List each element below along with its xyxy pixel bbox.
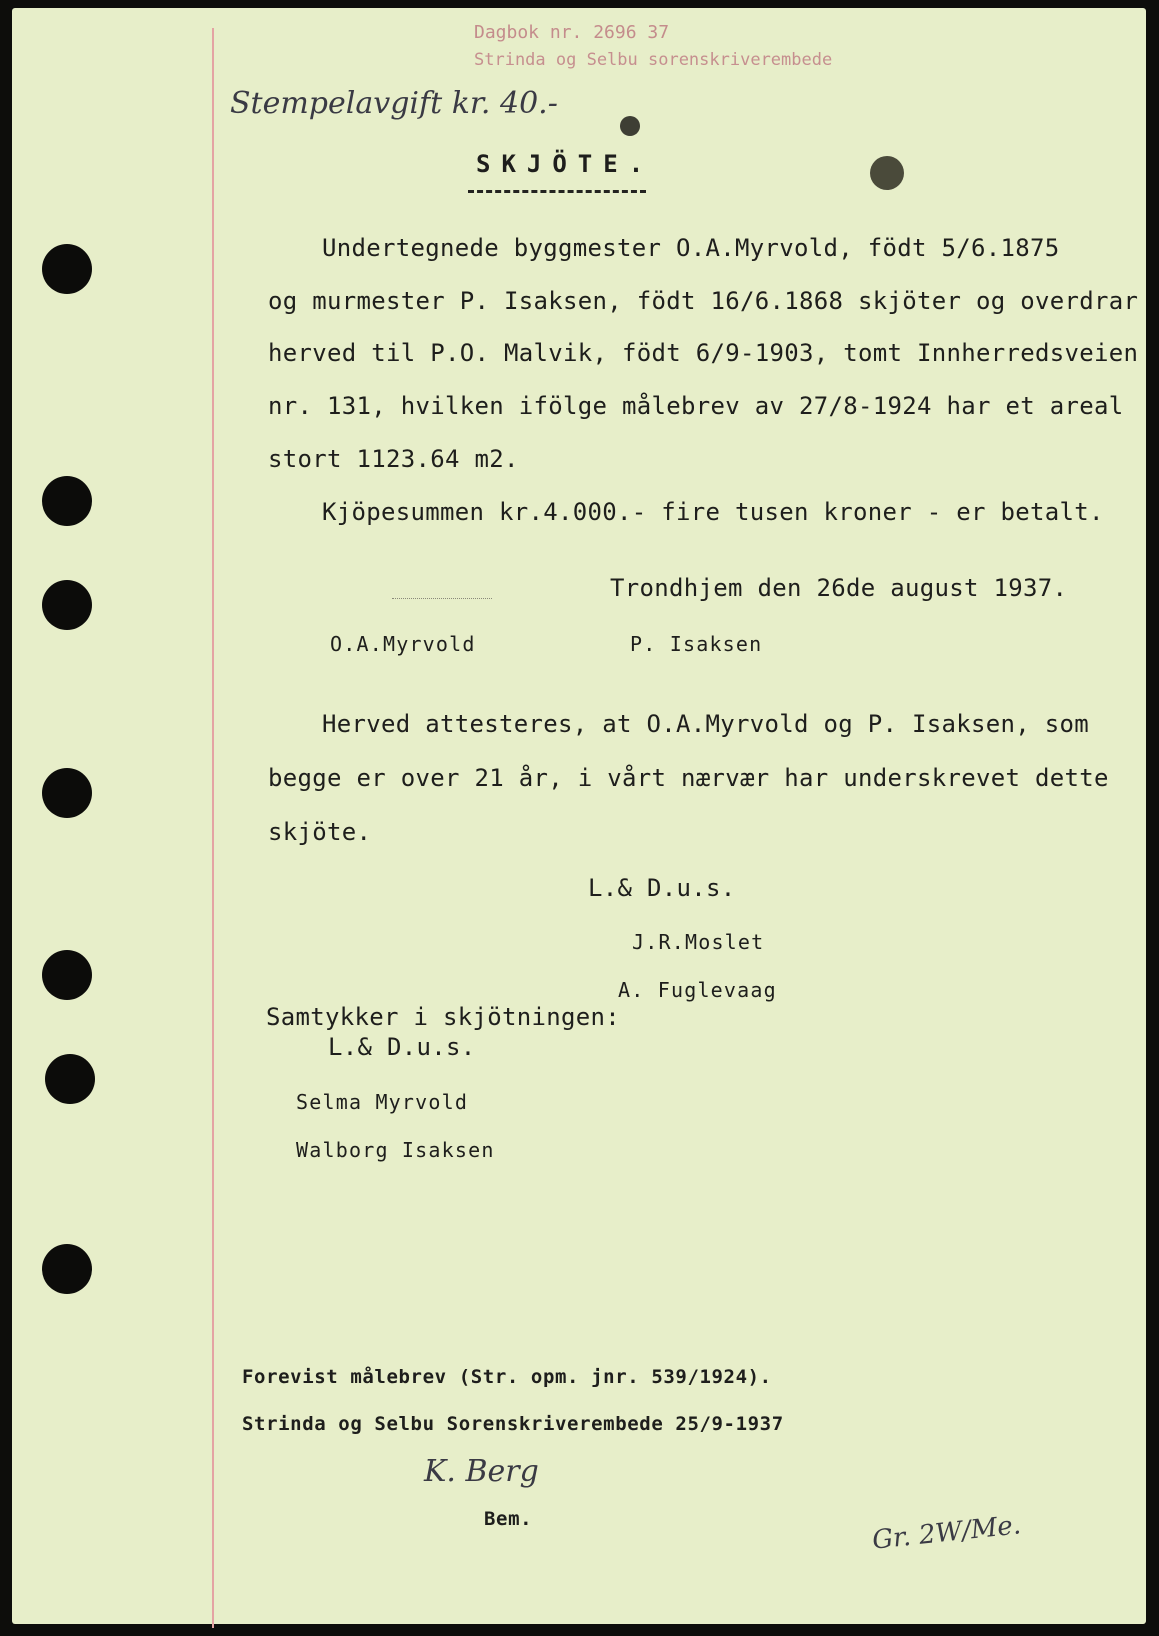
ink-blot (870, 156, 904, 190)
witness-header: L.& D.u.s. (588, 874, 736, 902)
deed-line-3: herved til P.O. Malvik, födt 6/9-1903, tomt Innherredsveien (268, 339, 1139, 367)
journal-stamp-line1: Dagbok nr. 2696 37 (474, 22, 670, 43)
consenter-1: Selma Myrvold (296, 1090, 469, 1114)
consenter-2: Walborg Isaksen (296, 1138, 495, 1162)
consent-label: Samtykker i skjötningen: (266, 1003, 620, 1031)
witness-2: A. Fuglevaag (618, 978, 777, 1002)
punch-hole (42, 950, 92, 1000)
document-title: SKJÖTE. (476, 150, 655, 178)
signature-label: Bem. (484, 1508, 533, 1530)
place-date: Trondhjem den 26de august 1937. (610, 574, 1068, 602)
consent-header: L.& D.u.s. (328, 1033, 476, 1061)
punch-hole (42, 476, 92, 526)
deed-line-1: Undertegnede byggmester O.A.Myrvold, födt 5/6.1875 (322, 234, 1060, 262)
attestation-line-1: Herved attesteres, at O.A.Myrvold og P. Isaksen, som (322, 710, 1089, 738)
deed-line-5: stort 1123.64 m2. (268, 445, 519, 473)
document-page (12, 8, 1146, 1624)
attestation-line-3: skjöte. (268, 818, 372, 846)
ink-blot (620, 116, 640, 136)
punch-hole (42, 1244, 92, 1294)
payment-line: Kjöpesummen kr.4.000.- fire tusen kroner - er betalt. (322, 498, 1104, 526)
deed-line-2: og murmester P. Isaksen, födt 16/6.1868 skjöter og overdrar (268, 287, 1139, 315)
registry-stamp-2: Strinda og Selbu Sorenskriverembede 25/9-1937 (242, 1413, 784, 1435)
signer-2: P. Isaksen (630, 632, 763, 656)
journal-stamp-line2: Strinda og Selbu sorenskriverembede (474, 50, 833, 70)
attestation-line-2: begge er over 21 år, i vårt nærvær har underskrevet dette (268, 764, 1109, 792)
deed-line-4: nr. 131, hvilken ifölge målebrev av 27/8-1924 har et areal (268, 392, 1124, 420)
punch-hole (42, 244, 92, 294)
punch-hole (42, 768, 92, 818)
signer-1: O.A.Myrvold (330, 632, 476, 656)
signature-dotline (392, 598, 492, 599)
witness-1: J.R.Moslet (632, 930, 765, 954)
handwritten-fee-note: Stempelavgift kr. 40.- (230, 86, 558, 121)
margin-line (212, 28, 214, 1628)
official-signature: K. Berg (424, 1454, 539, 1489)
punch-hole (45, 1054, 95, 1104)
title-underline (468, 190, 646, 193)
punch-hole (42, 580, 92, 630)
corner-handwritten-note: Gr. 2W/Me. (870, 1510, 1023, 1556)
registry-stamp-1: Forevist målebrev (Str. opm. jnr. 539/1924). (242, 1366, 772, 1388)
